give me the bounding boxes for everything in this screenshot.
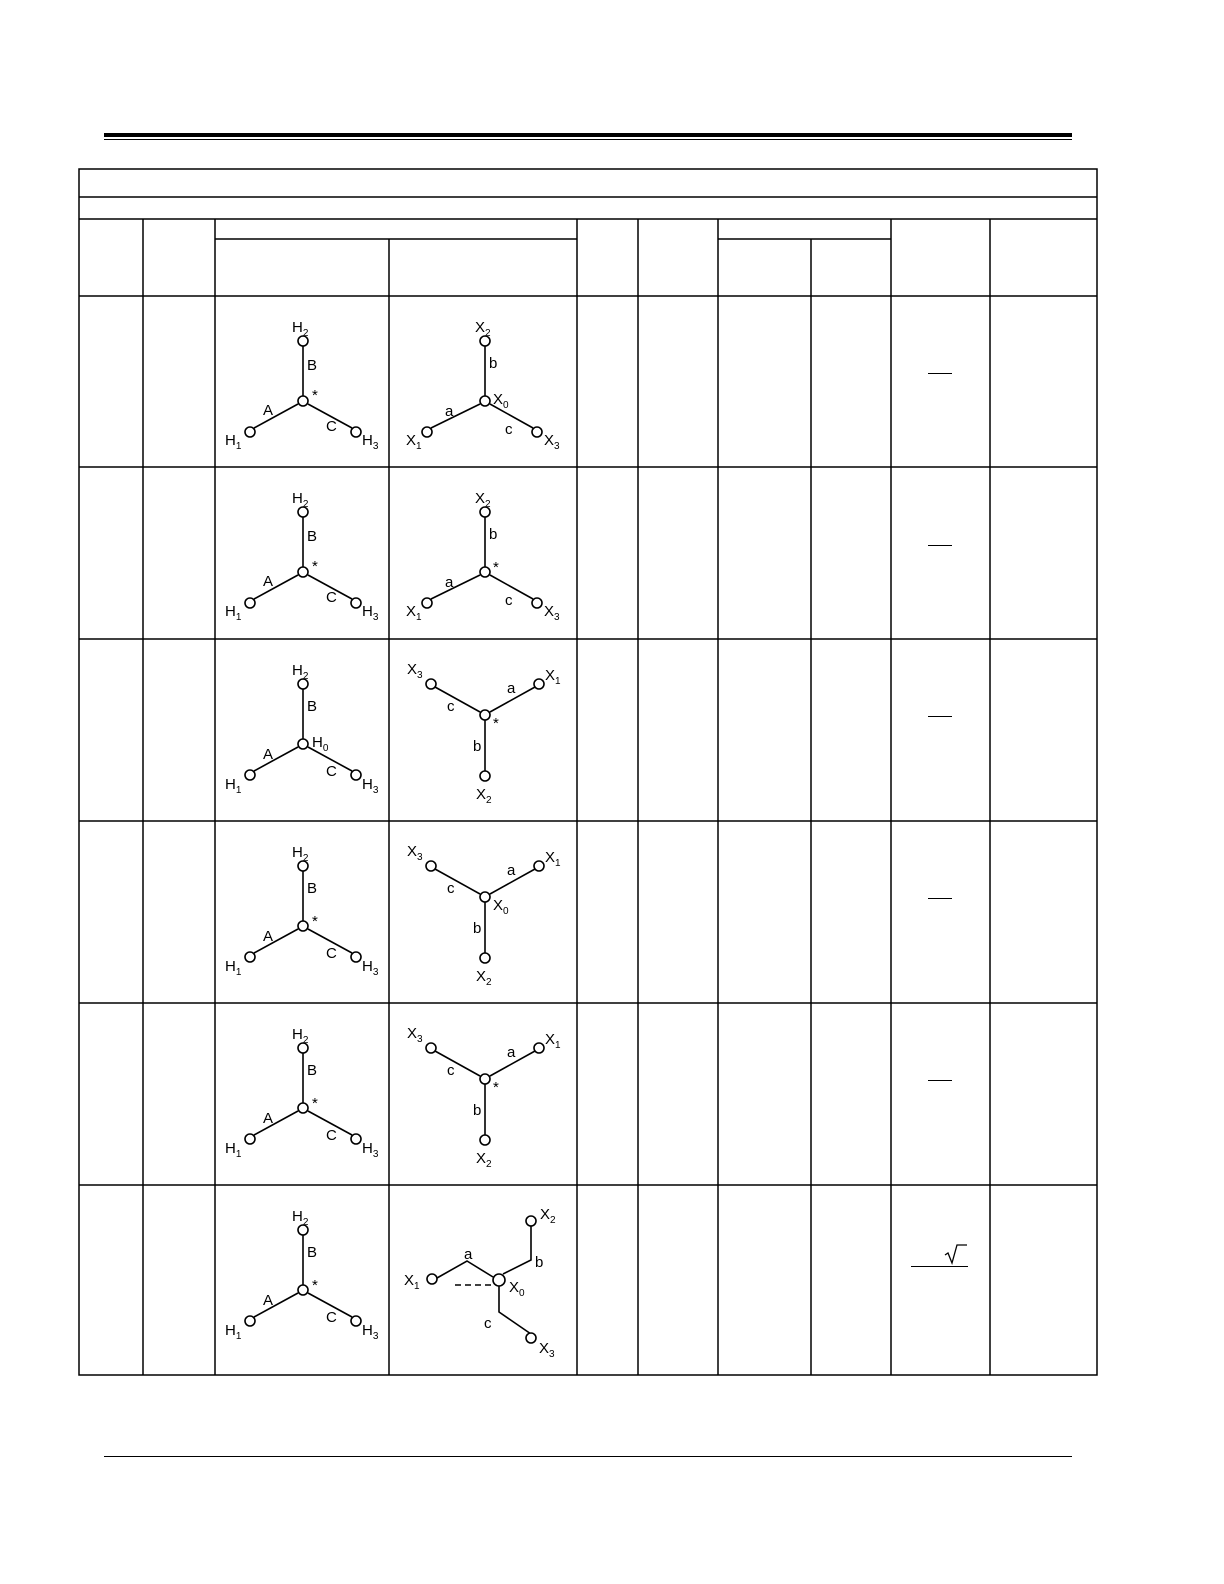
phase-label: b bbox=[489, 355, 498, 372]
fraction-bar bbox=[928, 1080, 952, 1081]
terminal-label: $H_2$ bbox=[292, 662, 309, 682]
terminal-label: $H_2$ bbox=[292, 1026, 309, 1046]
neutral-label: * bbox=[312, 558, 318, 575]
terminal-label: $X_1$ bbox=[404, 1272, 420, 1292]
phase-label: a bbox=[445, 574, 454, 591]
phase-label: c bbox=[484, 1315, 492, 1332]
secondary-wye-diagram bbox=[389, 639, 577, 821]
fraction-bar bbox=[928, 898, 952, 899]
phase-label: a bbox=[464, 1246, 473, 1263]
terminal-label: $X_2$ bbox=[476, 786, 492, 806]
phase-label: a bbox=[507, 680, 516, 697]
secondary-wye-diagram bbox=[389, 821, 577, 1003]
terminal-label: $H_1$ bbox=[225, 603, 242, 623]
phase-label: A bbox=[263, 746, 274, 763]
phase-label: c bbox=[505, 592, 513, 609]
secondary-wye-diagram bbox=[389, 467, 577, 639]
terminal-label: $X_3$ bbox=[544, 603, 560, 623]
primary-wye-diagram bbox=[215, 1185, 389, 1375]
terminal-label: $X_3$ bbox=[407, 661, 423, 681]
fraction-bar bbox=[911, 1266, 968, 1267]
neutral-label: * bbox=[312, 387, 318, 404]
terminal-label: $H_3$ bbox=[362, 1322, 379, 1342]
phase-label: c bbox=[447, 880, 455, 897]
terminal-label: $H_2$ bbox=[292, 319, 309, 339]
terminal-label: $H_1$ bbox=[225, 776, 242, 796]
phase-label: A bbox=[263, 928, 274, 945]
terminal-label: $X_1$ bbox=[545, 849, 561, 869]
fraction-bar bbox=[928, 545, 952, 546]
phase-label: c bbox=[447, 1062, 455, 1079]
terminal-label: $H_3$ bbox=[362, 1140, 379, 1160]
secondary-zigzag-diagram bbox=[389, 1185, 577, 1375]
terminal-label: $X_1$ bbox=[545, 1031, 561, 1051]
phase-label: B bbox=[307, 357, 318, 374]
fraction-bar bbox=[928, 716, 952, 717]
terminal-label: $H_1$ bbox=[225, 958, 242, 978]
phase-label: A bbox=[263, 402, 274, 419]
phase-label: C bbox=[326, 763, 337, 780]
neutral-label: * bbox=[312, 913, 318, 930]
secondary-wye-diagram bbox=[389, 1003, 577, 1185]
phase-label: a bbox=[445, 403, 454, 420]
phase-label: b bbox=[473, 738, 482, 755]
terminal-label: $X_1$ bbox=[545, 667, 561, 687]
terminal-label: $H_3$ bbox=[362, 603, 379, 623]
square-root-icon bbox=[944, 1243, 968, 1265]
secondary-wye-diagram bbox=[389, 296, 577, 467]
neutral-label: $X_0$ bbox=[493, 897, 509, 917]
neutral-label: $X_0$ bbox=[509, 1279, 525, 1299]
phase-label: C bbox=[326, 589, 337, 606]
primary-wye-diagram bbox=[215, 296, 389, 467]
terminal-label: $H_1$ bbox=[225, 432, 242, 452]
terminal-label: $X_2$ bbox=[475, 490, 491, 510]
phase-label: B bbox=[307, 698, 318, 715]
phase-label: a bbox=[507, 1044, 516, 1061]
phase-label: A bbox=[263, 1110, 274, 1127]
terminal-label: $H_3$ bbox=[362, 958, 379, 978]
phase-label: B bbox=[307, 1062, 318, 1079]
terminal-label: $H_3$ bbox=[362, 776, 379, 796]
terminal-label: $X_2$ bbox=[475, 319, 491, 339]
phase-label: A bbox=[263, 1292, 274, 1309]
neutral-label: * bbox=[493, 559, 499, 576]
terminal-label: $H_3$ bbox=[362, 432, 379, 452]
phase-label: C bbox=[326, 1127, 337, 1144]
terminal-label: $X_2$ bbox=[476, 1150, 492, 1170]
terminal-label: $X_2$ bbox=[476, 968, 492, 988]
terminal-label: $H_2$ bbox=[292, 844, 309, 864]
neutral-label: $X_0$ bbox=[493, 391, 509, 411]
terminal-label: $X_3$ bbox=[544, 432, 560, 452]
phase-label: b bbox=[473, 920, 482, 937]
phase-label: C bbox=[326, 1309, 337, 1326]
phase-label: C bbox=[326, 945, 337, 962]
terminal-label: $X_1$ bbox=[406, 432, 422, 452]
phase-label: B bbox=[307, 880, 318, 897]
terminal-label: $X_3$ bbox=[407, 1025, 423, 1045]
terminal-label: $X_2$ bbox=[540, 1206, 556, 1226]
terminal-label: $X_3$ bbox=[407, 843, 423, 863]
primary-wye-diagram bbox=[215, 639, 389, 821]
terminal-label: $H_2$ bbox=[292, 1208, 309, 1228]
phase-label: C bbox=[326, 418, 337, 435]
phase-label: c bbox=[447, 698, 455, 715]
neutral-label: * bbox=[312, 1095, 318, 1112]
phase-label: B bbox=[307, 1244, 318, 1261]
phase-label: c bbox=[505, 421, 513, 438]
phase-label: b bbox=[489, 526, 498, 543]
terminal-label: $H_1$ bbox=[225, 1140, 242, 1160]
primary-wye-diagram bbox=[215, 1003, 389, 1185]
terminal-label: $H_1$ bbox=[225, 1322, 242, 1342]
neutral-label: $H_0$ bbox=[312, 734, 329, 754]
phase-label: B bbox=[307, 528, 318, 545]
terminal-label: $X_1$ bbox=[406, 603, 422, 623]
primary-wye-diagram bbox=[215, 821, 389, 1003]
phase-label: a bbox=[507, 862, 516, 879]
neutral-label: * bbox=[493, 1079, 499, 1096]
phase-label: A bbox=[263, 573, 274, 590]
primary-wye-diagram bbox=[215, 467, 389, 639]
phase-label: b bbox=[535, 1254, 544, 1271]
neutral-label: * bbox=[312, 1277, 318, 1294]
phase-label: b bbox=[473, 1102, 482, 1119]
neutral-label: * bbox=[493, 715, 499, 732]
fraction-bar bbox=[928, 373, 952, 374]
terminal-label: $X_3$ bbox=[539, 1340, 555, 1360]
terminal-label: $H_2$ bbox=[292, 490, 309, 510]
